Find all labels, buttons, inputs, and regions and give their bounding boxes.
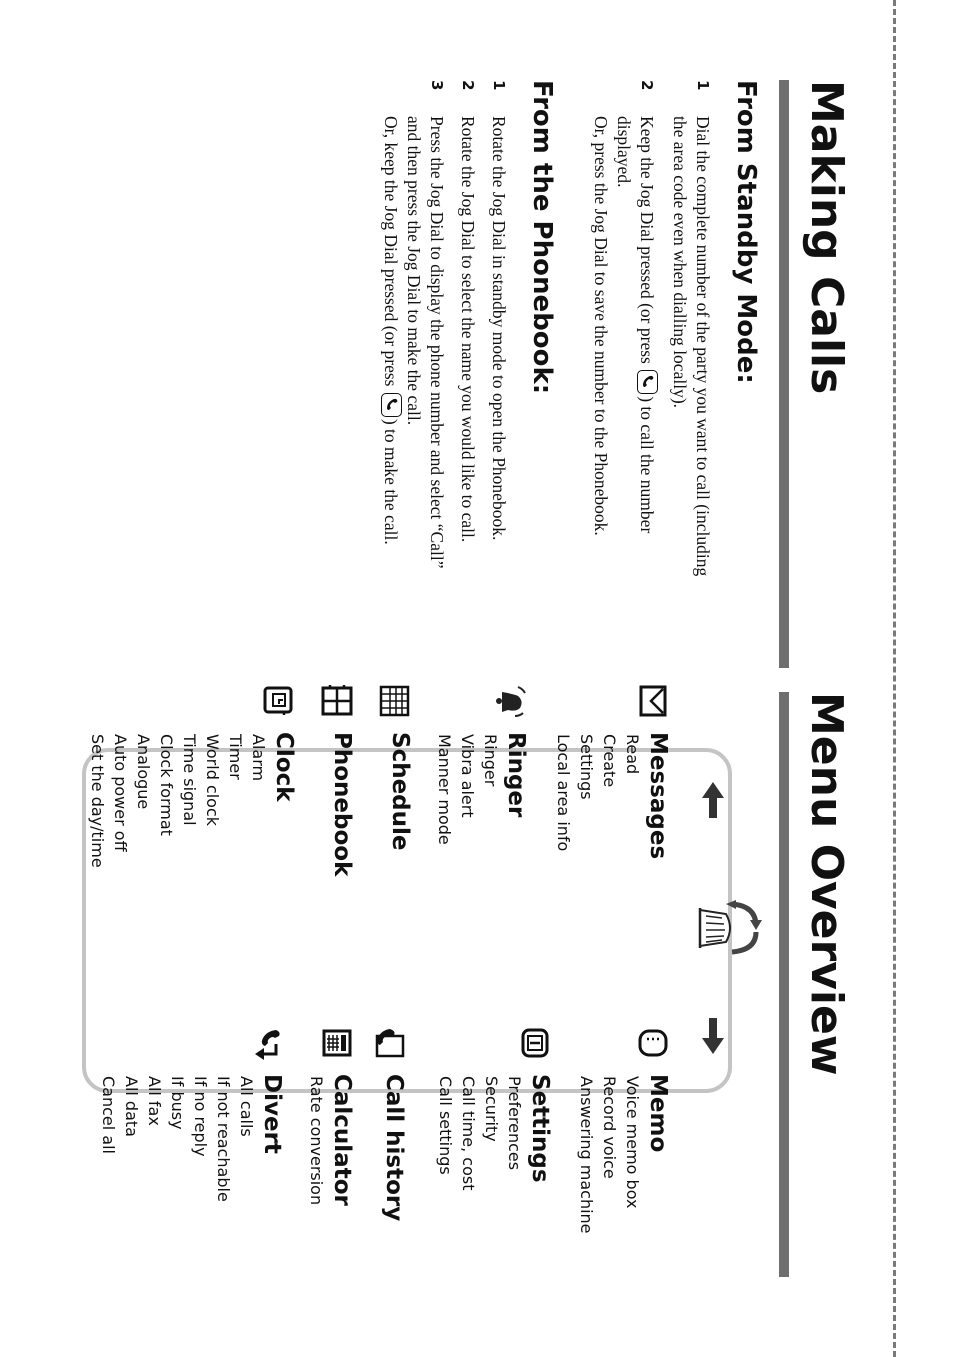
step-text-line: the area code even when dialling locally).: [670, 116, 690, 409]
call-history-icon: [372, 1026, 406, 1060]
step-text-line: [379, 116, 402, 568]
menu-subitem: Analogue: [134, 734, 153, 810]
menu-subitem: Ringer: [481, 734, 500, 787]
menu-subitem: All data: [122, 1076, 141, 1137]
category-title: Calculator: [329, 1074, 355, 1206]
phone-handset-icon: [637, 370, 658, 394]
menu-category-settings: [434, 1074, 554, 1190]
calendar-grid-icon: [378, 684, 412, 718]
menu-category-clock: [86, 732, 298, 868]
menu-category-memo: [575, 1074, 672, 1234]
menu-overview-title-bar: [779, 692, 789, 1277]
envelope-icon: [636, 684, 670, 718]
menu-subitem: Preferences: [505, 1076, 524, 1171]
category-title: Memo: [645, 1074, 671, 1153]
step-number: 1: [490, 80, 508, 91]
step-text-line: [635, 116, 658, 576]
phonebook-steps: [379, 80, 510, 568]
bell-icon: [494, 684, 528, 718]
category-title: Clock: [271, 732, 297, 802]
making-calls-title-bar: [779, 80, 789, 668]
menu-subitem: Read: [623, 734, 642, 775]
menu-subitem: Create: [600, 734, 619, 788]
menu-subitem: If not reachable: [214, 1076, 233, 1202]
calculator-icon: [320, 1026, 354, 1060]
menu-subitem: Record voice: [600, 1076, 619, 1179]
step-text-line: displayed.: [613, 116, 634, 188]
standby-steps: [589, 80, 714, 576]
menu-subitem: Voice memo box: [623, 1076, 642, 1209]
menu-category-call-history: [380, 1074, 408, 1221]
step-number: 2: [638, 80, 656, 91]
step-text-fragment: Or, keep the Jog Dial pressed (or press: [381, 116, 401, 391]
menu-overview-title: Menu Overview: [801, 692, 852, 1076]
jog-dial-rotate-icon: [696, 896, 762, 960]
menu-subitem: If no reply: [191, 1076, 210, 1157]
settings-icon: [518, 1026, 552, 1060]
step-text-fragment: ) to call the number: [637, 396, 657, 534]
menu-subitem: Clock format: [157, 734, 176, 836]
menu-subitem: Security: [482, 1076, 501, 1142]
menu-category-divert: [97, 1074, 286, 1202]
category-title: Messages: [645, 732, 671, 860]
arrow-down-icon: [700, 1016, 726, 1056]
step-text-line: Rotate the Jog Dial to select the name you would like to call.: [458, 116, 478, 543]
step-text-fragment: Keep the Jog Dial pressed (or press: [637, 116, 657, 369]
phonebook-step-2: [456, 80, 479, 568]
step-text-line: Dial the complete number of the party you want to call (including: [693, 116, 713, 577]
standby-step-2: [589, 80, 658, 576]
menu-category-calculator: [305, 1074, 356, 1206]
step-number: 3: [428, 80, 446, 91]
step-text-line: and then press the Jog Dial to make the call.: [404, 116, 424, 426]
category-title: Phonebook: [329, 732, 355, 877]
menu-subitem: Timer: [226, 734, 245, 780]
menu-subitem: Call time, cost: [459, 1076, 478, 1191]
menu-subitem: Answering machine: [577, 1076, 596, 1234]
category-title: Call history: [381, 1074, 407, 1222]
making-calls-title: Making Calls: [801, 80, 852, 395]
menu-subitem: Time signal: [180, 734, 199, 826]
menu-category-phonebook: [328, 732, 356, 876]
menu-subitem: Set the day/time: [88, 734, 107, 868]
category-title: Settings: [527, 1074, 553, 1183]
menu-subitem: Local area info: [554, 734, 573, 852]
standby-mode-heading: From Standby Mode:: [731, 80, 761, 384]
memo-icon: [636, 1026, 670, 1060]
menu-subitem: Cancel all: [99, 1076, 118, 1154]
menu-category-schedule: [386, 732, 414, 851]
menu-subitem: Call settings: [436, 1076, 455, 1175]
category-title: Ringer: [503, 732, 529, 818]
menu-subitem: Auto power off: [111, 734, 130, 852]
menu-subitem: All calls: [237, 1076, 256, 1137]
step-text-line: Rotate the Jog Dial in standby mode to open the Phonebook.: [489, 116, 509, 541]
category-title: Divert: [259, 1074, 285, 1154]
menu-subitem: World clock: [203, 734, 222, 827]
phone-handset-icon: [381, 393, 402, 417]
menu-category-messages: [552, 732, 672, 859]
clock-icon: [262, 684, 296, 718]
menu-subitem: Alarm: [249, 734, 268, 782]
phonebook-step-1: [487, 80, 510, 568]
standby-step-1: [668, 80, 714, 576]
category-title: Schedule: [387, 732, 413, 851]
menu-subitem: Settings: [577, 734, 596, 800]
step-number: 1: [694, 80, 712, 91]
divert-icon: [250, 1026, 284, 1060]
menu-subitem: Rate conversion: [307, 1076, 326, 1206]
menu-category-ringer: [433, 732, 530, 845]
menu-subitem: Vibra alert: [458, 734, 477, 818]
step-text-fragment: ) to make the call.: [381, 418, 401, 545]
phonebook-step-3: [379, 80, 448, 568]
phonebook-heading: From the Phonebook:: [527, 80, 557, 395]
phonebook-icon: [320, 684, 354, 718]
menu-subitem: All fax: [145, 1076, 164, 1126]
menu-subitem: If busy: [168, 1076, 187, 1130]
step-number: 2: [459, 80, 477, 91]
arrow-up-icon: [700, 780, 726, 820]
step-text-line: Or, press the Jog Dial to save the number to the Phonebook.: [590, 116, 611, 536]
step-text-line: Press the Jog Dial to display the phone number and select “Call”: [427, 116, 447, 569]
menu-subitem: Manner mode: [435, 734, 454, 845]
